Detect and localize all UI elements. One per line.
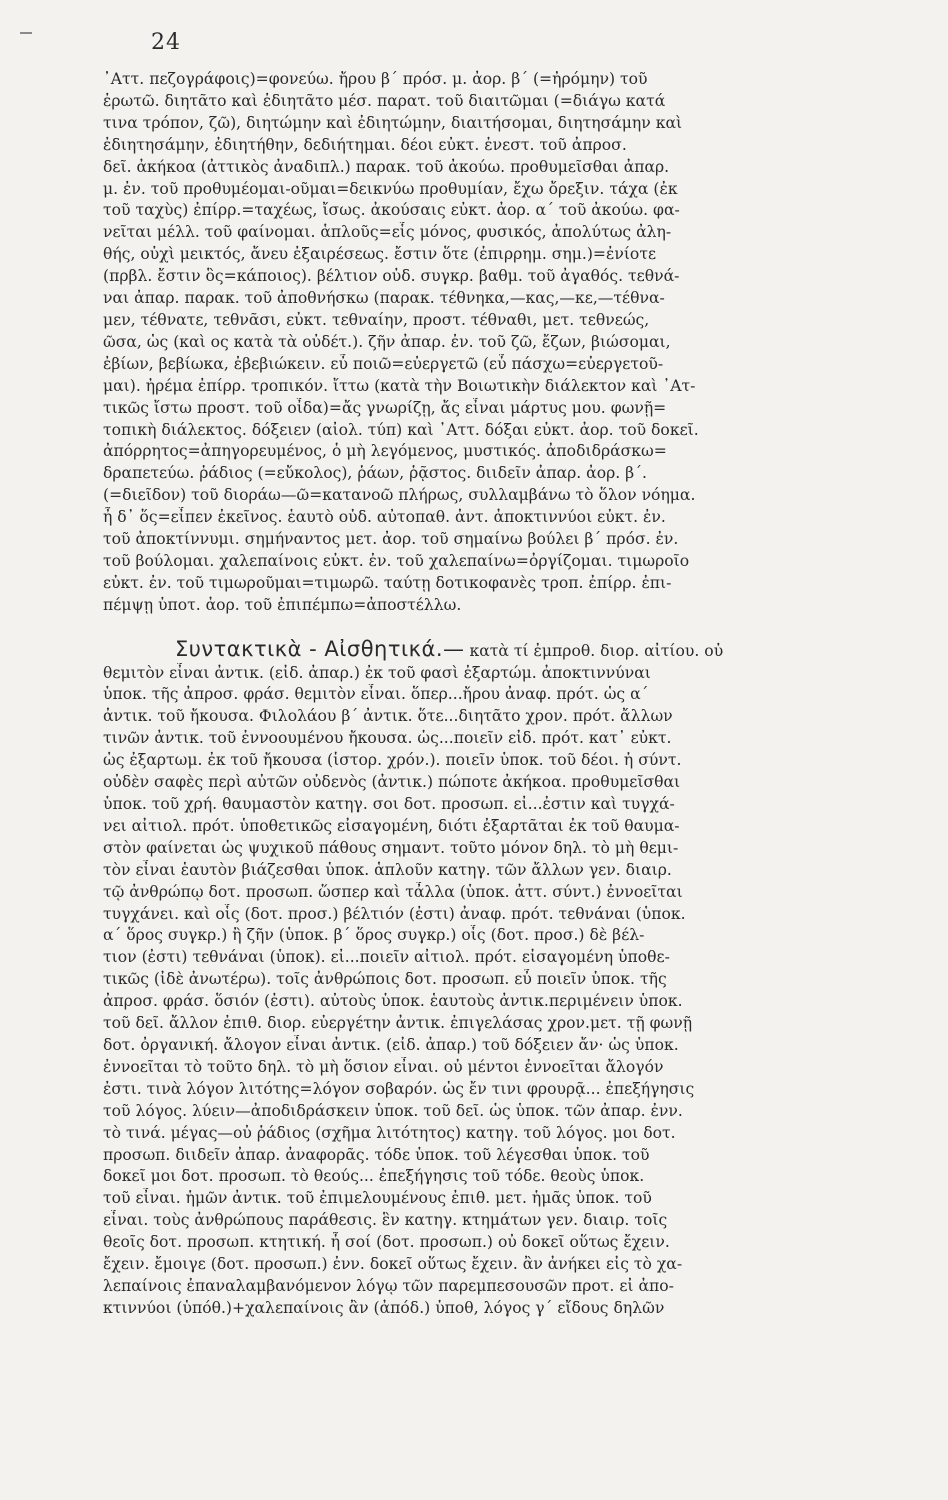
text-line: ὑποκ. τῆς ἀπροσ. φράσ. θεμιτὸν εἶναι. ὅπερ...ἤρου ἀναφ. πρότ. ὡς α΄ (103, 685, 649, 704)
text-line: τινῶν ἀντικ. τοῦ ἐννοουμένου ἤκουσα. ὡς...ποιεῖν εἰδ. πρότ. κατ᾽ εὐκτ. (103, 729, 672, 748)
text-line: ὑποκ. τοῦ χρή. θαυμαστὸν κατηγ. σοι δοτ. προσωπ. εἰ...ἐστιν καὶ τυγχά- (103, 795, 675, 813)
text-line: ῶσα, ὡς (καὶ ος κατὰ τὰ οὐδέτ.). ζῆν ἀπαρ. ἐν. τοῦ ζῶ, ἔζων, βιώσομαι, (103, 332, 671, 351)
text-line: τοῦ εἶναι. ἡμῶν ἀντικ. τοῦ ἐπιμελουμένους ἐπιθ. μετ. ἡμᾶς ὑποκ. τοῦ (103, 1189, 652, 1208)
text-line: τοῦ ταχὺς) ἐπίρρ.=ταχέως, ἴσως. ἀκούσαις εὐκτ. ἀορ. α΄ τοῦ ἀκούω. φα- (103, 201, 680, 220)
text-line: ἐρωτῶ. διητᾶτο καὶ ἐδιητᾶτο μέσ. παρατ. τοῦ διαιτῶμαι (=διάγω κατά (103, 91, 666, 110)
section-title: Συντακτικὰ - Αἰσθητικά.— (175, 638, 465, 661)
text-line: οὐδὲν σαφὲς περὶ αὐτῶν οὐδενὸς (ἀντικ.) πώποτε ἀκήκοα. προθυμεῖσθαι (103, 773, 681, 792)
text-line: μ. ἐν. τοῦ προθυμέομαι-οῦμαι=δεικνύω προθυμίαν, ἔχω ὄρεξιν. τάχα (ἐκ (103, 179, 678, 198)
text-line: πέμψῃ ὑποτ. ἀορ. τοῦ ἐπιπέμπω=ἀποστέλλω. (103, 595, 462, 614)
text-line: τικῶς ἴστω προστ. τοῦ οἶδα)=ἄς γνωρίζῃ, ἄς εἶναι μάρτυς μου. φωνῇ= (103, 398, 667, 417)
text-line: νεῖται μέλλ. τοῦ φαίνομαι. ἁπλοῦς=εἷς μόνος, φυσικός, ἀπολύτως ἀλη- (103, 223, 672, 242)
text-line: δοκεῖ μοι δοτ. προσωπ. τὸ θεούς... ἐπεξήγησις τοῦ τόδε. θεοὺς ὑποκ. (103, 1167, 645, 1186)
text-line: τοπικὴ διάλεκτος. δόξειεν (αἰολ. τύπ) καὶ ᾽Αττ. δόξαι εὐκτ. ἀορ. τοῦ δοκεῖ. (103, 420, 699, 439)
text-line: τιον (ἐστι) τεθνάναι (ὑποκ). εἰ...ποιεῖν αἰτιολ. πρότ. εἰσαγομένη ὑποθε- (103, 948, 670, 967)
text-line: τοῦ δεῖ. ἄλλον ἐπιθ. διορ. εὐεργέτην ἀντικ. ἐπιγελάσας χρον.μετ. τῇ φωνῇ (103, 1014, 693, 1033)
text-line: ἔχειν. ἔμοιγε (δοτ. προσωπ.) ἐνν. δοκεῖ οὕτως ἔχειν. ἂν ἀνήκει εἰς τὸ χα- (103, 1255, 683, 1274)
text-line: λεπαίνοις ἐπαναλαμβανόμενον λόγῳ τῶν παρεμπεσουσῶν προτ. εἰ ἀπο- (103, 1276, 674, 1295)
text-line: εὐκτ. ἐν. τοῦ τιμωροῦμαι=τιμωρῶ. ταύτῃ δοτικοφανὲς τροπ. ἐπίρρ. ἐπι- (103, 573, 672, 592)
text-line: τοῦ ἀποκτίννυμι. σημήναντος μετ. ἀορ. τοῦ σημαίνω βούλει β΄ πρόσ. ἐν. (103, 530, 679, 549)
text-line: τυγχάνει. καὶ οἷς (δοτ. προσ.) βέλτιόν (ἐστι) ἀναφ. πρότ. τεθνάναι (ὑποκ. (103, 904, 686, 923)
text-line: θής, οὐχὶ μεικτός, ἄνευ ἐξαιρέσεως. ἔστιν ὅτε (ἐπιρρημ. σημ.)=ἐνίοτε (103, 245, 657, 264)
text-line: τὸ τινά. μέγας—οὐ ῥάδιος (σχῆμα λιτότητος) κατηγ. τοῦ λόγος. μοι δοτ. (103, 1123, 676, 1142)
text-line: ἐβίων, βεβίωκα, ἐβεβιώκειν. εὖ ποιῶ=εὐεργετῶ (εὖ πάσχω=εὐεργετοῦ- (103, 354, 664, 373)
text-line: τοῦ βούλομαι. χαλεπαίνοις εὐκτ. ἐν. τοῦ χαλεπαίνω=ὀργίζομαι. τιμωροῖο (103, 551, 690, 570)
syntax-aesthetics-section (103, 639, 904, 1320)
text-line: ἐστι. τινὰ λόγον λιτότης=λόγον σοβαρόν. ὡς ἔν τινι φρουρᾷ... ἐπεξήγησις (103, 1079, 695, 1098)
text-line: δοτ. ὀργανική. ἄλογον εἶναι ἀντικ. (εἰδ. ἀπαρ.) τοῦ δόξειεν ἄν· ὡς ὑποκ. (103, 1035, 679, 1054)
text-line: στὸν φαίνεται ὡς ψυχικοῦ πάθους σημαντ. τοῦτο μόνον δηλ. τὸ μὴ θεμι- (103, 838, 679, 857)
text-line: (πρβλ. ἔστιν ὃς=κάποιος). βέλτιον οὐδ. συγκρ. βαθμ. τοῦ ἀγαθός. τεθνά- (103, 267, 680, 286)
text-line: τινα τρόπον, ζῶ), διητώμην καὶ ἐδιητώμην, διαιτήσομαι, διητησάμην καὶ (103, 113, 683, 132)
text-line: μεν, τέθνατε, τεθνᾶσι, εὐκτ. τεθναίην, προστ. τέθναθι, μετ. τεθνεώς, (103, 310, 650, 329)
text-line: (=διεῖδον) τοῦ διοράω—ῶ=κατανοῶ πλήρως, συλλαμβάνω τὸ ὅλον νόημα. (103, 486, 696, 505)
text-line: ἀπροσ. φράσ. ὅσιόν (ἐστι). αὐτοὺς ὑποκ. ἑαυτοὺς ἀντικ.περιμένειν ὑποκ. (103, 992, 683, 1011)
text-line: ναι ἀπαρ. παρακ. τοῦ ἀποθνήσκω (παρακ. τέθνηκα,—κας,—κε,—τέθνα- (103, 289, 665, 308)
text-line: κτιννύοι (ὑπόθ.)+χαλεπαίνοις ἂν (ἀπόδ.) ὑποθ, λόγος γ΄ εἴδους δηλῶν (103, 1298, 665, 1317)
text-line: ἦ δ᾽ ὅς=εἶπεν ἐκεῖνος. ἑαυτὸ οὐδ. αὐτοπαθ. ἀντ. ἀποκτιννύοι εὐκτ. ἐν. (103, 508, 666, 527)
text-line: α΄ ὅρος συγκρ.) ἢ ζῆν (ὑποκ. β΄ ὅρος συγκρ.) οἷς (δοτ. προσ.) δὲ βέλ- (103, 926, 645, 945)
vocabulary-notes (103, 69, 904, 617)
text-line: θεοῖς δοτ. προσωπ. κτητική. ἦ σοί (δοτ. προσωπ.) οὐ δοκεῖ οὕτως ἔχειν. (103, 1233, 670, 1252)
text-line: τῷ ἀνθρώπῳ δοτ. προσωπ. ὥσπερ καὶ τἆλλα (ὑποκ. ἀττ. σύντ.) ἐννοεῖται (103, 882, 683, 901)
page-number: 24 (151, 30, 181, 55)
text-line: νει αἰτιολ. πρότ. ὑποθετικῶς εἰσαγομένη, διότι ἐξαρτᾶται ἐκ τοῦ θαυμα- (103, 816, 680, 835)
text-line: θεμιτὸν εἶναι ἀντικ. (εἰδ. ἀπαρ.) ἐκ τοῦ φασὶ ἐξαρτώμ. ἀποκτιννύναι (103, 663, 651, 682)
text-line: τικῶς (ἰδὲ ἀνωτέρω). τοῖς ἀνθρώποις δοτ. προσωπ. εὖ ποιεῖν ὑποκ. τῆς (103, 970, 667, 989)
text-line: ἐννοεῖται τὸ τοῦτο δηλ. τὸ μὴ ὅσιον εἶναι. οὐ μέντοι ἐννοεῖται ἄλογόν (103, 1057, 664, 1076)
section-first-line (103, 639, 904, 663)
text-line: ἐδιητησάμην, ἐδιητήθην, δεδιήτημαι. δέοι εὐκτ. ἐνεστ. τοῦ ἀπροσ. (103, 135, 627, 154)
text-line: ᾽Αττ. πεζογράφοις)=φονεύω. ἤρου β΄ πρόσ. μ. ἀορ. β΄ (=ἠρόμην) τοῦ (103, 70, 648, 88)
text-line: δεῖ. ἀκήκοα (ἀττικὸς ἀναδιπλ.) παρακ. τοῦ ἀκούω. προθυμεῖσθαι ἀπαρ. (103, 157, 670, 176)
text-line: τὸν εἶναι ἑαυτὸν βιάζεσθαι ὑποκ. ἁπλοῦν κατηγ. τῶν ἄλλων γεν. διαιρ. (103, 860, 672, 879)
text-line: προσωπ. διιδεῖν ἀπαρ. ἀναφορᾶς. τόδε ὑποκ. τοῦ λέγεσθαι ὑποκ. τοῦ (103, 1145, 650, 1164)
text-line: εἶναι. τοὺς ἀνθρώπους παράθεσις. ἓν κατηγ. κτημάτων γεν. διαιρ. τοῖς (103, 1211, 668, 1230)
text-line: τοῦ λόγος. λύειν—ἀποδιδράσκειν ὑποκ. τοῦ δεῖ. ὡς ὑποκ. τῶν ἀπαρ. ἐνν. (103, 1101, 683, 1120)
text-line: κατὰ τί ἐμπροθ. διορ. αἰτίου. οὐ (469, 641, 724, 660)
text-line: δραπετεύω. ῥάδιος (=εὔκολος), ῥάων, ῥᾷστος. διιδεῖν ἀπαρ. ἀορ. β΄. (103, 464, 647, 483)
text-line: ἀντικ. τοῦ ἤκουσα. Φιλολάου β΄ ἀντικ. ὅτε...διητᾶτο χρον. πρότ. ἄλλων (103, 707, 673, 726)
text-line: ἀπόρρητος=ἀπηγορευμένος, ὁ μὴ λεγόμενος, μυστικός. ἀποδιδράσκω= (103, 442, 667, 461)
text-line: ὡς ἐξαρτωμ. ἐκ τοῦ ἤκουσα (ἱστορ. χρόν.). ποιεῖν ὑποκ. τοῦ δέοι. ἡ σύντ. (103, 751, 682, 770)
text-line: μαι). ἠρέμα ἐπίρρ. τροπικόν. ἴττω (κατὰ τὴν Βοιωτικὴν διάλεκτον καὶ ᾽Ατ- (103, 376, 696, 395)
